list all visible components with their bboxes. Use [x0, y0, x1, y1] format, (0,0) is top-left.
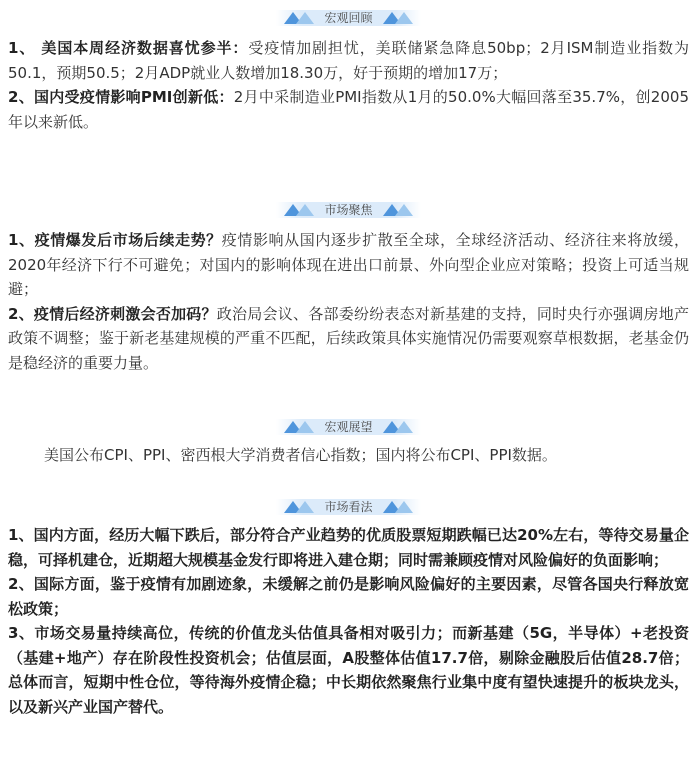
section-header: [0, 417, 697, 437]
paragraph: [8, 302, 689, 376]
triangle-icon: [296, 421, 314, 433]
triangle-icon: [296, 204, 314, 216]
header-bar: [276, 10, 420, 26]
paragraph-heading: 1、国内方面，经历大幅下跌后，部分符合产业趋势的优质股票短期跌幅已达20%左右，等待交易量企稳，可择机建仓，近期超大规模基金发行即将进入建仓期；同时需兼顾疫情对风险偏好的负面影响；: [8, 526, 689, 569]
header-bar: [276, 419, 420, 435]
paragraph-text: 受疫情加剧担忧，美联储紧急降息50bp；2月ISM制造业指数为50.1，预期50.5；2月ADP就业人数增加18.30万，好于预期的增加17万；: [8, 39, 689, 82]
paragraph-heading: 2、国内受疫情影响PMI创新低：: [8, 88, 234, 106]
section-market-view: [0, 497, 697, 719]
paragraph-heading: 2、疫情后经济刺激会否加码？: [8, 304, 217, 323]
paragraph-heading: 1、 美国本周经济数据喜忧参半：: [8, 39, 249, 57]
section-title: 宏观回顾: [324, 11, 373, 25]
section-body: [0, 36, 697, 134]
paragraph-heading: 2、国际方面，鉴于疫情有加剧迹象，未缓解之前仍是影响风险偏好的主要因素，尽管各国央行释放宽松政策；: [8, 575, 689, 618]
paragraph-text: 政治局会议、各部委纷纷表态对新基建的支持，同时央行亦强调房地产政策不调整；鉴于新老基建规模的严重不匹配，后续政策具体实施情况仍需要观察草根数据，老基金仍是稳经济的重要力量。: [8, 304, 689, 372]
paragraph-heading: 1、疫情爆发后市场后续走势？: [8, 231, 222, 249]
paragraph-heading: 3、市场交易量持续高位，传统的价值龙头估值具备相对吸引力；而新基建（5G，半导体）+老投资（基建+地产）存在阶段性投资机会；估值层面，A股整体估值17.7倍，剔除金融股后估值28.7倍；总体而言，短期中性仓位，等待海外疫情企稳；中长期依然聚焦行业集中度有望快速提升的板块龙头，以及新兴产业国产替代。: [8, 624, 689, 716]
paragraph-text: 疫情影响从国内逐步扩散至全球，全球经济活动、经济往来将放缓，2020年经济下行不可避免；对国内的影响体现在进出口前景、外向型企业应对策略；投资上可适当规避；: [8, 231, 689, 298]
section-header: [0, 497, 697, 517]
section-header: [0, 8, 697, 28]
header-bar: [276, 202, 420, 218]
paragraph-text: 2月中采制造业PMI指数从1月的50.0%大幅回落至35.7%，创2005年以来新低。: [8, 88, 689, 131]
triangle-icon: [395, 421, 413, 433]
section-title: 宏观展望: [324, 420, 373, 434]
paragraph: [8, 228, 689, 302]
section-title: 市场看法: [324, 500, 373, 514]
paragraph-text: 美国公布CPI、PPI、密西根大学消费者信心指数；国内将公布CPI、PPI数据。: [44, 446, 557, 464]
section-body: [0, 443, 697, 468]
triangle-icon: [296, 12, 314, 24]
section-market-focus: [0, 200, 697, 375]
paragraph: [8, 572, 689, 621]
paragraph: [44, 443, 689, 468]
section-header: [0, 200, 697, 220]
section-title: 市场聚焦: [324, 203, 373, 217]
section-macro-outlook: [0, 417, 697, 468]
header-bar: [276, 499, 420, 515]
paragraph: [8, 36, 689, 85]
paragraph: [8, 523, 689, 572]
section-macro-review: [0, 8, 697, 134]
section-body: [0, 523, 697, 719]
triangle-icon: [395, 204, 413, 216]
triangle-icon: [296, 501, 314, 513]
paragraph: [8, 621, 689, 719]
section-body: [0, 228, 697, 375]
paragraph: [8, 85, 689, 134]
triangle-icon: [395, 12, 413, 24]
triangle-icon: [395, 501, 413, 513]
